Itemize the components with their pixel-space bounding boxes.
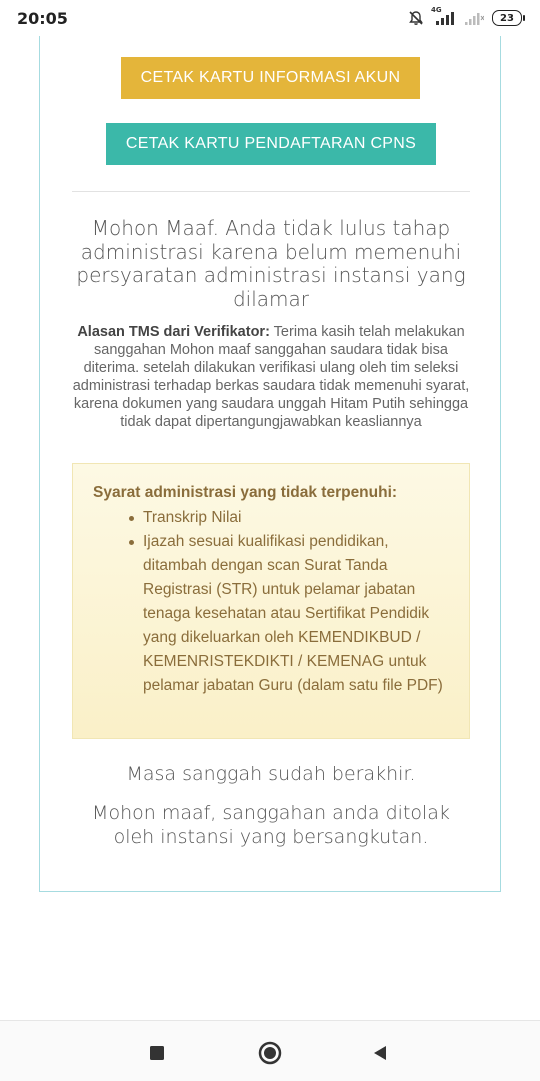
print-registration-card-button[interactable]: CETAK KARTU PENDAFTARAN CPNS — [106, 123, 436, 165]
mute-icon — [408, 10, 424, 26]
status-time: 20:05 — [17, 8, 68, 28]
verifier-reason — [68, 323, 474, 431]
signal-icon — [431, 6, 456, 25]
status-bar — [0, 0, 540, 36]
appeal-expired-message: Masa sanggah sudah berakhir. — [126, 763, 416, 785]
requirements-list — [93, 506, 451, 698]
recent-apps-icon[interactable] — [145, 1041, 169, 1065]
battery-icon: 23 — [492, 10, 522, 26]
requirements-alert — [72, 463, 470, 739]
result-message: Mohon Maaf. Anda tidak lulus tahap administrasi karena belum memenuhi persyaratan administrasi instansi yang dilamar — [76, 216, 466, 311]
requirements-title: Syarat administrasi yang tidak terpenuhi: — [93, 484, 398, 501]
requirement-item: Ijazah sesuai kualifikasi pendidikan, ditambah dengan scan Surat Tanda Registrasi (STR) untuk pelamar jabatan tenaga kesehatan atau Sertifikat Pendidik yang dikeluarkan oleh KEMENDIKBUD / KEMENRISTEKDIKTI / KEMENAG untuk pelamar jabatan Guru (dalam satu file PDF) — [143, 530, 451, 698]
reason-label: Alasan TMS dari Verifikator: — [77, 324, 270, 340]
appeal-rejected-message: Mohon maaf, sanggahan anda ditolak oleh instansi yang bersangkutan. — [92, 802, 450, 848]
print-account-card-button[interactable]: CETAK KARTU INFORMASI AKUN — [121, 57, 420, 99]
status-icons — [408, 6, 522, 26]
result-card — [39, 36, 501, 892]
reason-text: Terima kasih telah melakukan sanggahan Mohon maaf sanggahan saudara tidak bisa diterima. setelah dilakukan verifikasi ulang oleh tim seleksi administrasi terhadap berkas saudara tidak memenuhi syarat, karena dokumen yang saudara unggah Hitam Putih sehingga tidak dapat dipertangungjawabkan keasliannya — [72, 324, 470, 430]
signal-weak-icon — [464, 11, 484, 25]
network-type-label: 4G — [431, 6, 442, 14]
back-icon[interactable] — [368, 1041, 392, 1065]
navigation-bar — [0, 1020, 540, 1081]
home-icon[interactable] — [258, 1041, 282, 1065]
requirement-item: Transkrip Nilai — [143, 506, 451, 530]
divider — [72, 191, 470, 192]
